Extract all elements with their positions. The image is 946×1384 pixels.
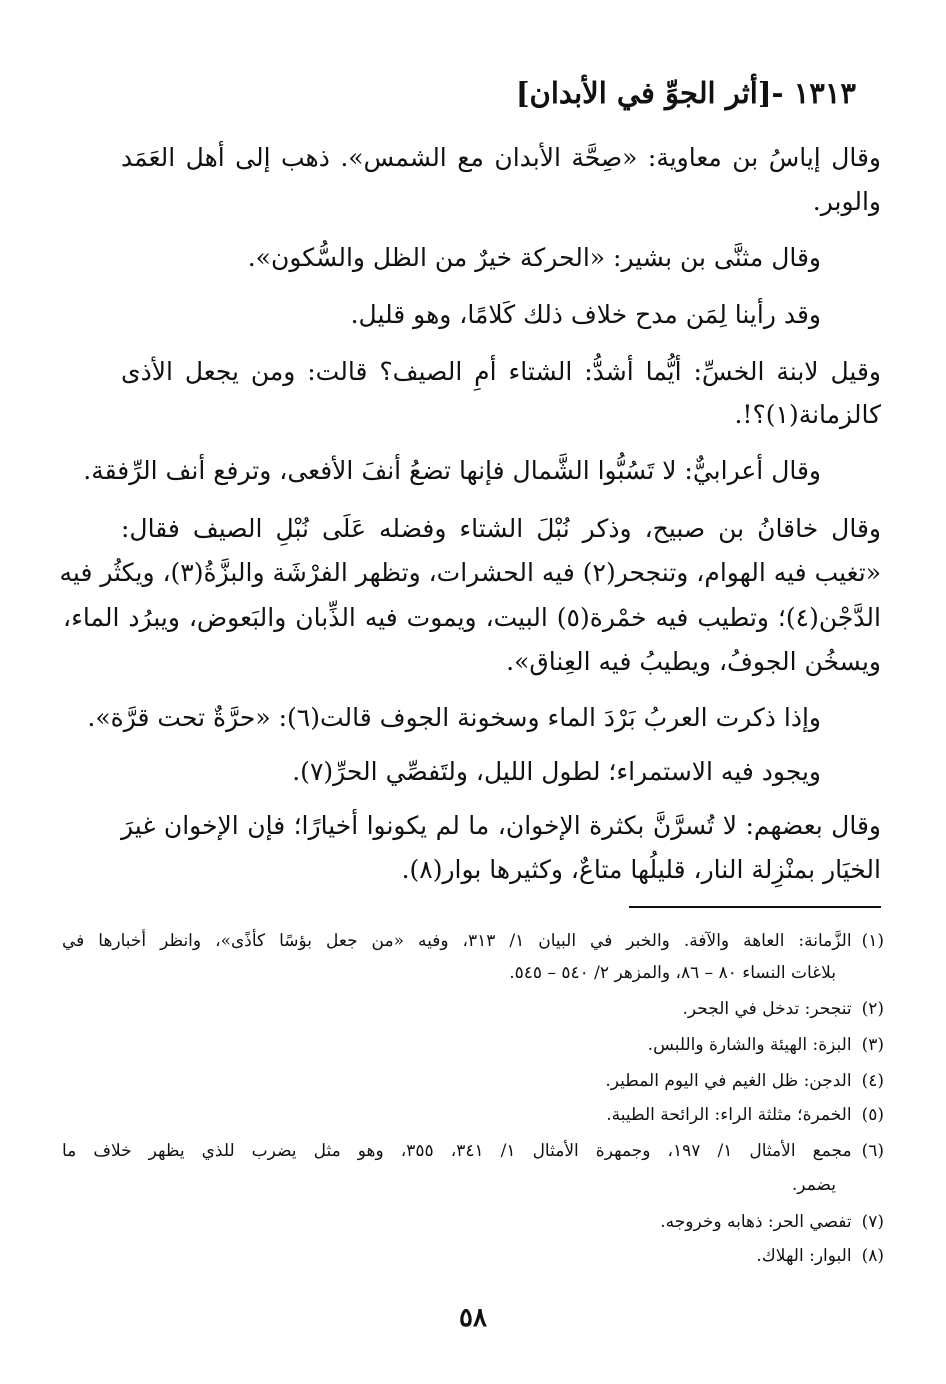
footnote-text: مجمع الأمثال ١/ ١٩٧، وجمهرة الأمثال ١/ ٣٤١، ٣٥٥، وهو مثل يضرب للذي يظهر خلاف ما [62, 1141, 852, 1161]
footnote-number: (٧) [861, 1212, 884, 1232]
body-line-8: وقال خاقانُ بن صبيح، وذكر نُبْلَ الشتاء وفضله عَلَى نُبْلِ الصيف فقال: [121, 514, 881, 543]
footnote-3 [648, 1037, 884, 1054]
body-line-12: وإذا ذكرت العربُ بَرْدَ الماء وسخونة الجوف قالت(٦): «حرَّةٌ تحت قرَّة». [87, 703, 821, 732]
footnote-text: البزة: الهيئة والشارة واللبس. [647, 1035, 852, 1055]
footnote-8 [756, 1248, 884, 1265]
footnote-text: الخمرة؛ مثلثة الراء: الرائحة الطيبة. [606, 1105, 852, 1125]
body-line-9: «تغيب فيه الهوام، وتنجحر(٢) فيه الحشرات، وتظهر الفرْشَة والبزَّةُ(٣)، ويكثُر فيه [59, 558, 881, 587]
footnote-1-continued [509, 965, 836, 982]
body-line-2: والوبر. [812, 187, 881, 216]
body-line-4: وقد رأينا لِمَن مدح خلاف ذلك كَلامًا، وهو قليل. [350, 300, 821, 329]
body-line-11: ويسخُن الجوفُ، ويطيبُ فيه العِناق». [506, 647, 881, 676]
footnote-number: (٥) [861, 1105, 884, 1125]
footnote-text: بلاغات النساء ٨٠ – ٨٦، والمزهر ٢/ ٥٤٠ – ٥٤٥. [509, 963, 836, 983]
footnote-6-continued [792, 1177, 836, 1194]
body-line-7: وقال أعرابيٌّ: لا تَسُبُّوا الشَّمال فإنها تضعُ أنفَ الأفعى، وترفع أنف الرِّفقة. [83, 456, 821, 485]
page-number: ٥٨ [459, 1303, 487, 1333]
footnote-number: (٦) [861, 1141, 884, 1161]
footnote-7 [660, 1214, 884, 1231]
footnote-separator [629, 906, 881, 908]
body-line-3: وقال مثنَّى بن بشير: «الحركة خيرٌ من الظل والسُّكون». [247, 243, 821, 272]
footnote-number: (١) [861, 931, 884, 951]
footnote-5 [606, 1107, 884, 1124]
footnote-2 [682, 1001, 884, 1018]
body-line-10: الدَّجْن(٤)؛ وتطيب فيه خمْرة(٥) البيت، ويموت فيه الذِّبان والبَعوض، ويبرُد الماء، [63, 603, 881, 632]
footnote-number: (٢) [861, 999, 884, 1019]
footnote-1 [62, 933, 884, 950]
body-line-6: كالزمانة(١)؟!. [734, 400, 881, 429]
footnote-text: البوار: الهلاك. [756, 1246, 852, 1266]
footnote-text: الزَّمانة: العاهة والآفة. والخبر في البيان ١/ ٣١٣، وفيه «من جعل بؤسًا كأذًى»، وانظر أخبارها في [62, 931, 852, 951]
footnote-text: تنجحر: تدخل في الجحر. [682, 999, 852, 1019]
section-heading: ١٣١٣ -[أثر الجوِّ في الأبدان] [515, 76, 856, 110]
body-line-13: ويجود فيه الاستمراء؛ لطول الليل، ولتَفصِّي الحرِّ(٧). [292, 757, 821, 786]
footnote-4 [605, 1073, 884, 1090]
body-line-1: وقال إياسُ بن معاوية: «صِحَّة الأبدان مع الشمس». ذهب إلى أهل العَمَد [121, 143, 881, 172]
body-line-14: وقال بعضهم: لا تُسرَّنَّ بكثرة الإخوان، ما لم يكونوا أخيارًا؛ فإن الإخوان غيرَ [121, 811, 881, 840]
footnote-6 [62, 1143, 884, 1160]
footnote-number: (٣) [861, 1035, 884, 1055]
footnote-number: (٨) [861, 1246, 884, 1266]
footnote-text: تفصي الحر: ذهابه وخروجه. [660, 1212, 852, 1232]
body-line-5: وقيل لابنة الخسِّ: أيُّما أشدُّ: الشتاء أمِ الصيف؟ قالت: ومن يجعل الأذى [121, 357, 881, 386]
footnote-text: الدجن: ظل الغيم في اليوم المطير. [605, 1071, 852, 1091]
body-line-15: الخيَار بمنْزِلة النار، قليلُها متاعٌ، وكثيرها بوار(٨). [401, 855, 881, 884]
footnote-text: يضمر. [791, 1175, 836, 1195]
footnote-number: (٤) [861, 1071, 884, 1091]
